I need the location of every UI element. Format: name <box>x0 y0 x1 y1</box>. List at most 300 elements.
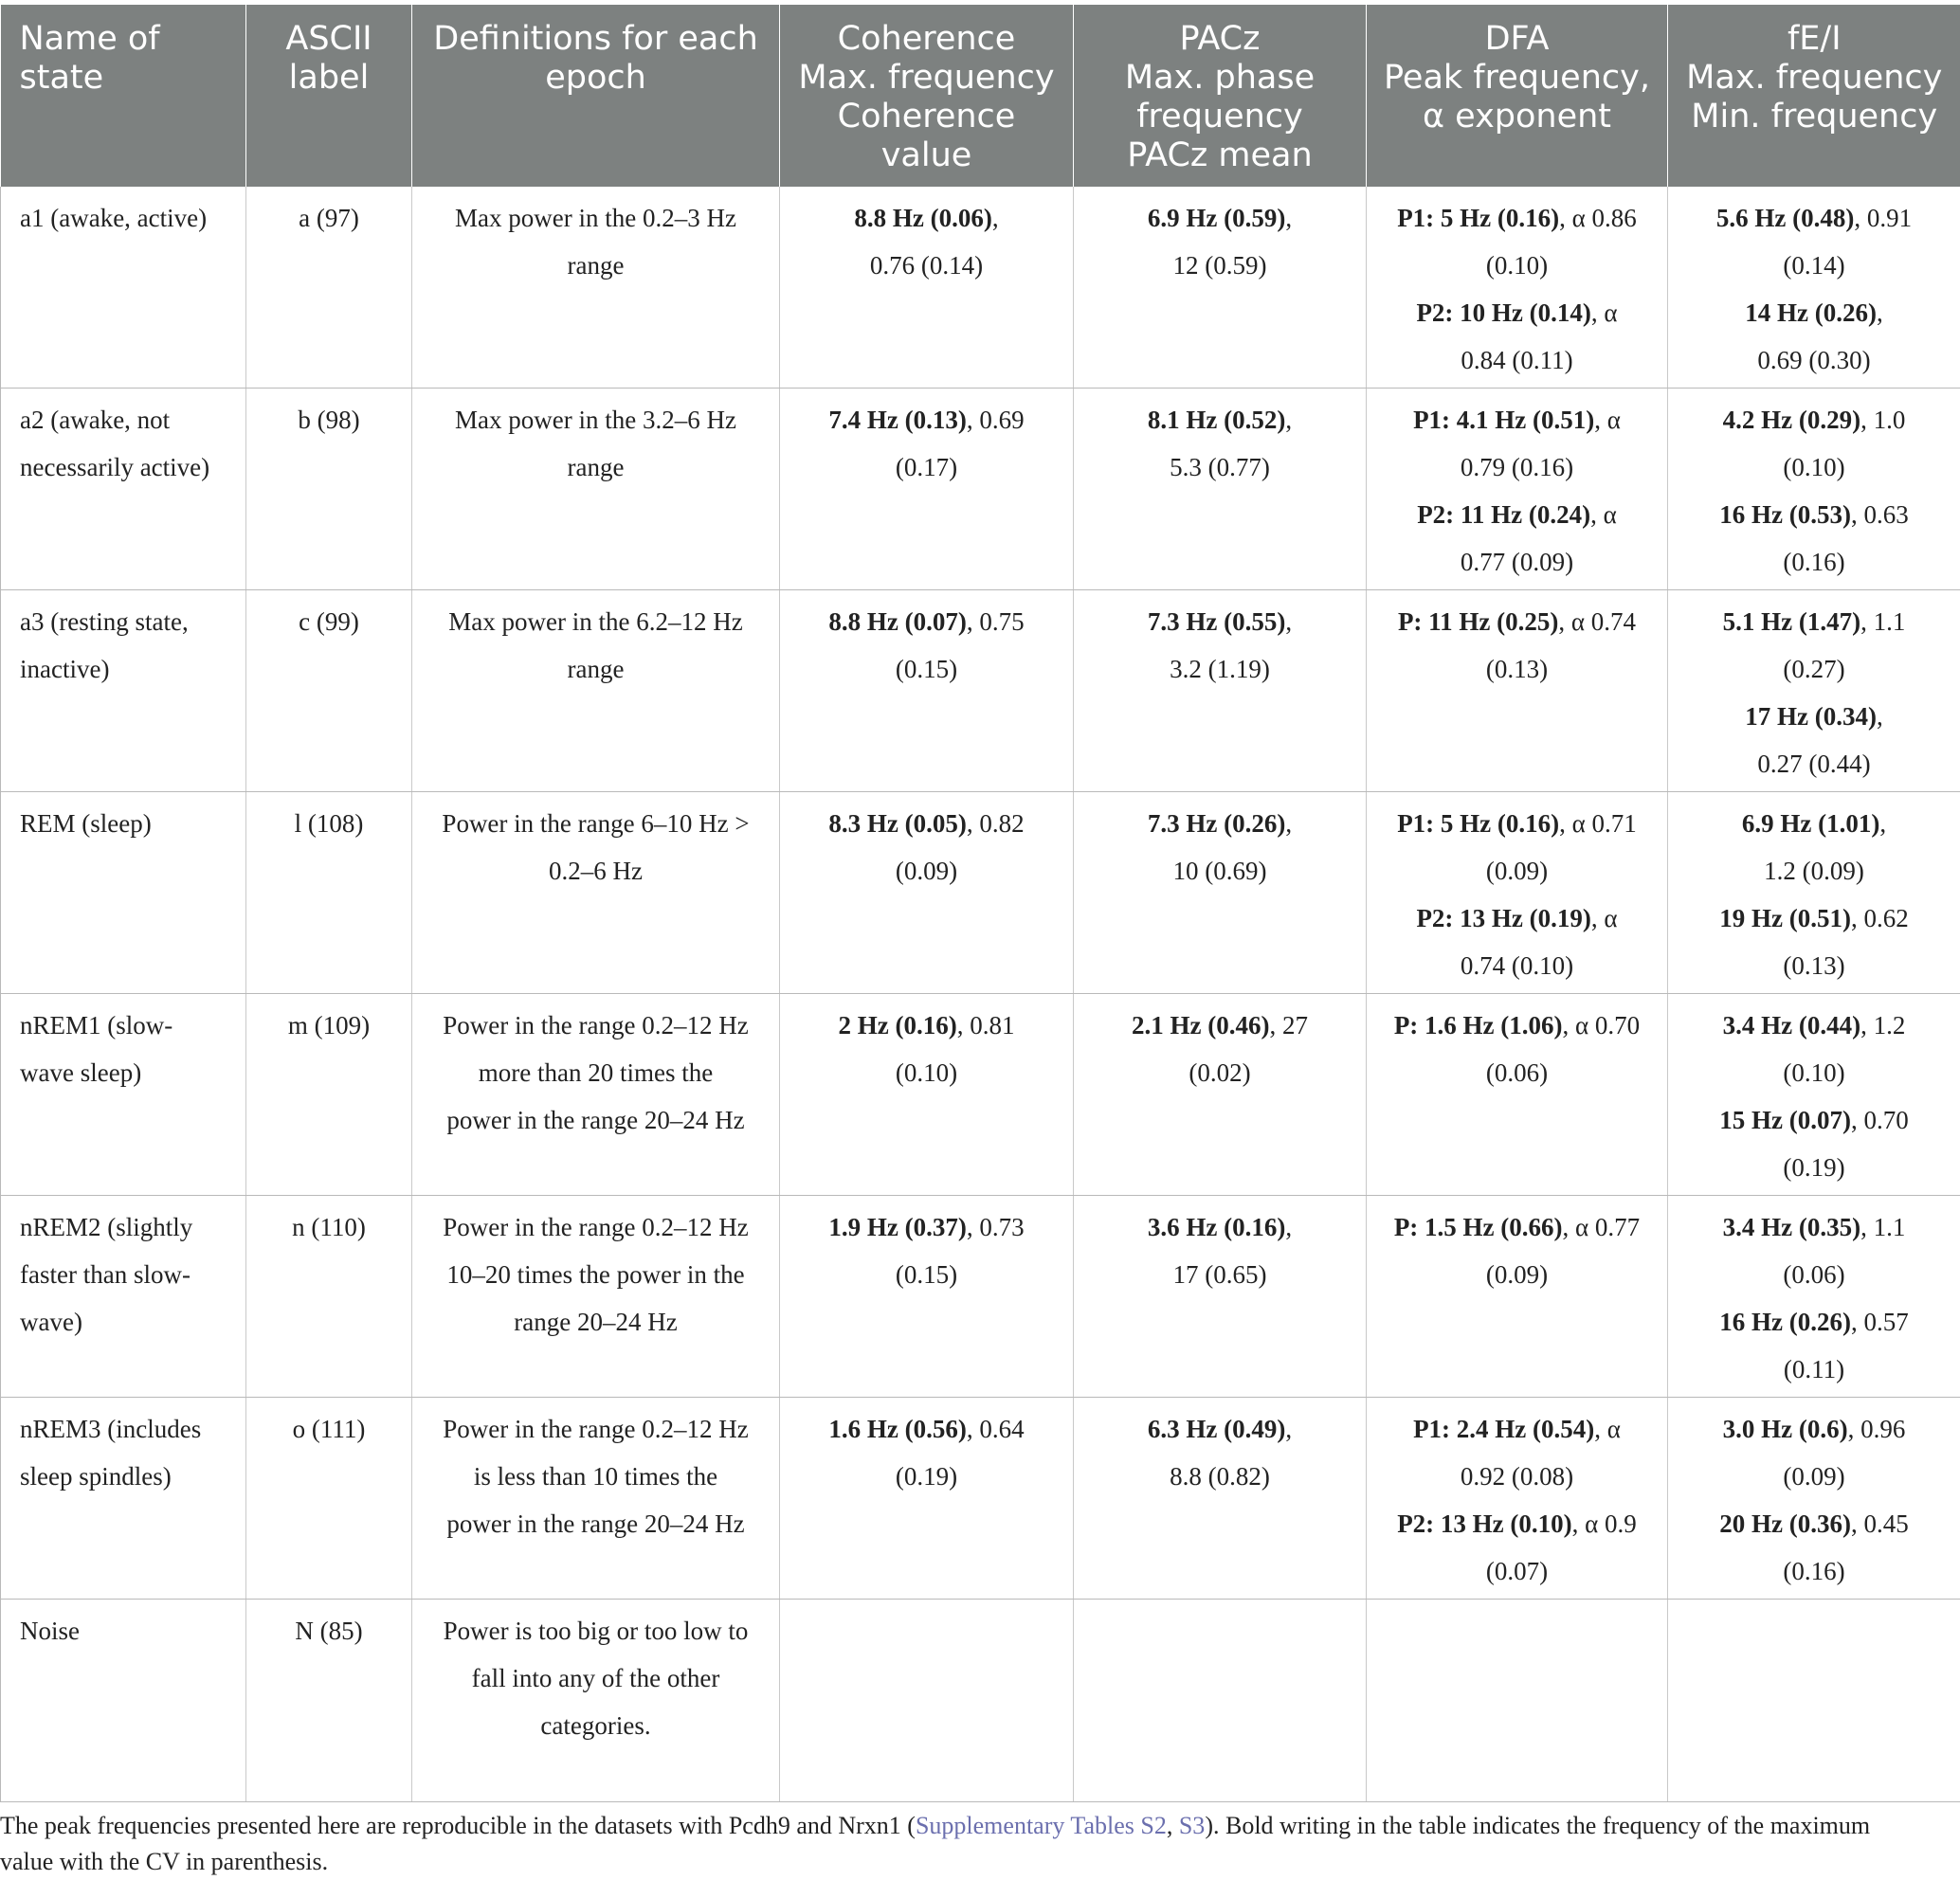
definition-line: range 20–24 Hz <box>422 1298 770 1346</box>
dfa-line <box>1376 194 1658 242</box>
cell-ascii <box>246 187 412 389</box>
value-text: 1.2 (0.09) <box>1764 857 1864 885</box>
fei-line <box>1678 443 1951 491</box>
footnote-text: The peak frequencies presented here are reproducible in the datasets with Pcdh9 and Nrxn1 ( <box>0 1812 916 1839</box>
value-text: (0.16) <box>1783 548 1844 576</box>
ascii-text: N (85) <box>295 1617 362 1645</box>
value-text: , α 0.71 <box>1559 809 1637 838</box>
value-text: 5.3 (0.77) <box>1170 453 1270 481</box>
cell-coherence <box>780 1398 1074 1600</box>
fei-line <box>1678 491 1951 538</box>
pacz-line <box>1083 847 1356 895</box>
coherence-line <box>789 598 1063 645</box>
pacz-line <box>1083 1251 1356 1298</box>
cell-coherence <box>780 1196 1074 1398</box>
fei-line <box>1678 740 1951 787</box>
value-text: (0.09) <box>1486 857 1548 885</box>
header-line: PACz mean <box>1081 136 1358 175</box>
peak-value: 1.6 Hz (0.56) <box>828 1415 966 1443</box>
cell-ascii <box>246 1600 412 1802</box>
definition-line: Power is too big or too low to <box>422 1607 770 1654</box>
value-text: 0.79 (0.16) <box>1461 453 1573 481</box>
header-pacz <box>1074 5 1367 187</box>
definition-line: power in the range 20–24 Hz <box>422 1500 770 1547</box>
definition-line: is less than 10 times the <box>422 1453 770 1500</box>
header-line: Definitions for each <box>420 20 771 59</box>
fei-line <box>1678 1203 1951 1251</box>
cell-definition <box>412 792 780 994</box>
header-line: DFA <box>1374 20 1660 59</box>
footnote-text: , <box>1167 1812 1179 1839</box>
value-text: , 0.64 <box>967 1415 1025 1443</box>
dfa-line <box>1376 538 1658 586</box>
definition-line: Power in the range 0.2–12 Hz <box>422 1405 770 1453</box>
coherence-line <box>789 847 1063 895</box>
name-line: Noise <box>20 1607 236 1654</box>
footnote-text: value with the CV in parenthesis. <box>0 1848 328 1875</box>
peak-value: P1: 2.4 Hz (0.54) <box>1413 1415 1594 1443</box>
cell-coherence <box>780 590 1074 792</box>
cell-pacz <box>1074 1600 1367 1802</box>
fei-line <box>1678 1298 1951 1346</box>
pacz-line <box>1083 1203 1356 1251</box>
table-row <box>1 590 1960 792</box>
fei-line <box>1678 1002 1951 1049</box>
peak-value: 5.1 Hz (1.47) <box>1723 607 1860 636</box>
table-footnote <box>0 1802 1952 1880</box>
coherence-line <box>789 1049 1063 1096</box>
peak-value: 5.6 Hz (0.48) <box>1716 204 1854 232</box>
value-text: (0.02) <box>1189 1058 1250 1087</box>
value-text: 0.77 (0.09) <box>1461 548 1573 576</box>
value-text: (0.10) <box>1783 1058 1844 1087</box>
header-line: frequency <box>1081 98 1358 136</box>
header-coherence <box>780 5 1074 187</box>
value-text: , 0.69 <box>967 406 1025 434</box>
peak-value: 8.8 Hz (0.07) <box>828 607 966 636</box>
coherence-line <box>789 1453 1063 1500</box>
peak-value: 14 Hz (0.26) <box>1745 298 1877 327</box>
definition-line: Power in the range 0.2–12 Hz <box>422 1203 770 1251</box>
coherence-line <box>789 242 1063 289</box>
value-text: , α 0.86 <box>1559 204 1637 232</box>
pacz-line <box>1083 598 1356 645</box>
name-line: necessarily active) <box>20 443 236 491</box>
pacz-line <box>1083 242 1356 289</box>
table-row <box>1 389 1960 590</box>
coherence-line <box>789 396 1063 443</box>
dfa-line <box>1376 1405 1658 1453</box>
fei-line <box>1678 1453 1951 1500</box>
dfa-line <box>1376 242 1658 289</box>
value-text: , <box>1877 298 1883 327</box>
value-text: , 0.82 <box>967 809 1025 838</box>
value-text: , 0.62 <box>1851 904 1909 932</box>
header-dfa <box>1367 5 1668 187</box>
value-text: , 0.63 <box>1851 500 1909 529</box>
fei-line <box>1678 289 1951 336</box>
peak-value: P: 1.6 Hz (1.06) <box>1394 1011 1563 1039</box>
value-text: , <box>1285 204 1292 232</box>
value-text: , <box>1285 1415 1292 1443</box>
definition-line: Max power in the 3.2–6 Hz <box>422 396 770 443</box>
dfa-line <box>1376 443 1658 491</box>
value-text: , <box>1879 809 1886 838</box>
fei-line <box>1678 1405 1951 1453</box>
dfa-line <box>1376 289 1658 336</box>
value-text: (0.13) <box>1783 951 1844 980</box>
header-line: epoch <box>420 59 771 98</box>
value-text: (0.13) <box>1486 655 1548 683</box>
name-line: nREM2 (slightly <box>20 1203 236 1251</box>
peak-value: 3.4 Hz (0.35) <box>1723 1213 1860 1241</box>
coherence-line <box>789 443 1063 491</box>
value-text: , <box>1285 607 1292 636</box>
dfa-line <box>1376 598 1658 645</box>
dfa-line <box>1376 1500 1658 1547</box>
name-line: nREM1 (slow- <box>20 1002 236 1049</box>
fei-line <box>1678 1096 1951 1144</box>
value-text: (0.09) <box>1486 1260 1548 1289</box>
fei-line <box>1678 1346 1951 1393</box>
table-header-row <box>1 5 1960 187</box>
value-text: (0.09) <box>896 857 957 885</box>
pacz-line <box>1083 1049 1356 1096</box>
value-text: (0.06) <box>1486 1058 1548 1087</box>
peak-value: 3.0 Hz (0.6) <box>1723 1415 1848 1443</box>
value-text: (0.19) <box>896 1462 957 1491</box>
cell-coherence <box>780 792 1074 994</box>
dfa-line <box>1376 645 1658 693</box>
cell-definition <box>412 1196 780 1398</box>
cell-definition <box>412 1600 780 1802</box>
table-body <box>1 187 1960 1802</box>
cell-fei <box>1668 389 1960 590</box>
header-fei <box>1668 5 1960 187</box>
definition-line: Max power in the 6.2–12 Hz <box>422 598 770 645</box>
peak-value: 17 Hz (0.34) <box>1745 702 1877 731</box>
fei-line <box>1678 336 1951 384</box>
peak-value: 2.1 Hz (0.46) <box>1132 1011 1269 1039</box>
header-line: Max. phase <box>1081 59 1358 98</box>
definition-line: 0.2–6 Hz <box>422 847 770 895</box>
cell-name <box>1 792 246 994</box>
ascii-text: a (97) <box>299 204 359 232</box>
dfa-line <box>1376 1049 1658 1096</box>
cell-ascii <box>246 1196 412 1398</box>
coherence-line <box>789 1002 1063 1049</box>
peak-value: 8.8 Hz (0.06) <box>854 204 991 232</box>
value-text: , α 0.74 <box>1558 607 1636 636</box>
pacz-line <box>1083 194 1356 242</box>
cell-coherence <box>780 187 1074 389</box>
cell-ascii <box>246 389 412 590</box>
definition-line: fall into any of the other <box>422 1654 770 1702</box>
coherence-line <box>789 1203 1063 1251</box>
dfa-line <box>1376 800 1658 847</box>
definition-line: Power in the range 0.2–12 Hz <box>422 1002 770 1049</box>
cell-pacz <box>1074 1196 1367 1398</box>
value-text: 3.2 (1.19) <box>1170 655 1270 683</box>
value-text: , α 0.77 <box>1563 1213 1641 1241</box>
cell-pacz <box>1074 187 1367 389</box>
sleep-state-table <box>0 5 1960 1802</box>
definition-line: 10–20 times the power in the <box>422 1251 770 1298</box>
fei-line <box>1678 1049 1951 1096</box>
cell-dfa <box>1367 792 1668 994</box>
value-text: (0.10) <box>1486 251 1548 280</box>
dfa-line <box>1376 895 1658 942</box>
peak-value: 7.4 Hz (0.13) <box>828 406 966 434</box>
fei-line <box>1678 645 1951 693</box>
cell-dfa <box>1367 590 1668 792</box>
header-line: fE/I <box>1676 20 1953 59</box>
header-line: Max. frequency <box>788 59 1065 98</box>
cell-ascii <box>246 994 412 1196</box>
value-text: , <box>1285 1213 1292 1241</box>
peak-value: P1: 4.1 Hz (0.51) <box>1413 406 1594 434</box>
name-line: nREM3 (includes <box>20 1405 236 1453</box>
header-ascii-label <box>246 5 412 187</box>
value-text: 0.92 (0.08) <box>1461 1462 1573 1491</box>
ascii-text: o (111) <box>293 1415 366 1443</box>
definition-line: categories. <box>422 1702 770 1749</box>
dfa-line <box>1376 1453 1658 1500</box>
value-text: (0.16) <box>1783 1557 1844 1585</box>
cell-coherence <box>780 994 1074 1196</box>
name-line: inactive) <box>20 645 236 693</box>
definition-line: more than 20 times the <box>422 1049 770 1096</box>
cell-fei <box>1668 187 1960 389</box>
cell-fei <box>1668 1196 1960 1398</box>
header-line: Name of <box>20 20 239 59</box>
value-text: 0.69 (0.30) <box>1757 346 1870 374</box>
header-line: PACz <box>1081 20 1358 59</box>
value-text: (0.19) <box>1783 1153 1844 1182</box>
cell-dfa <box>1367 389 1668 590</box>
dfa-line <box>1376 1203 1658 1251</box>
fei-line <box>1678 1251 1951 1298</box>
name-line: a3 (resting state, <box>20 598 236 645</box>
cell-name <box>1 187 246 389</box>
definition-line: Max power in the 0.2–3 Hz <box>422 194 770 242</box>
fei-line <box>1678 942 1951 989</box>
value-text: , <box>1877 702 1883 731</box>
value-text: (0.27) <box>1783 655 1844 683</box>
cell-fei <box>1668 590 1960 792</box>
peak-value: P: 1.5 Hz (0.66) <box>1394 1213 1563 1241</box>
value-text: (0.14) <box>1783 251 1844 280</box>
pacz-line <box>1083 645 1356 693</box>
dfa-line <box>1376 1547 1658 1595</box>
cell-pacz <box>1074 389 1367 590</box>
definition-line: power in the range 20–24 Hz <box>422 1096 770 1144</box>
peak-value: 20 Hz (0.36) <box>1719 1509 1851 1538</box>
value-text: 0.27 (0.44) <box>1757 750 1870 778</box>
value-text: 10 (0.69) <box>1173 857 1267 885</box>
coherence-line <box>789 800 1063 847</box>
header-line: Max. frequency <box>1676 59 1953 98</box>
cell-definition <box>412 389 780 590</box>
peak-value: P1: 5 Hz (0.16) <box>1397 204 1559 232</box>
fei-line <box>1678 800 1951 847</box>
pacz-line <box>1083 396 1356 443</box>
cell-dfa <box>1367 187 1668 389</box>
value-text: , α <box>1591 904 1618 932</box>
cell-dfa <box>1367 1398 1668 1600</box>
peak-value: P2: 13 Hz (0.10) <box>1397 1509 1571 1538</box>
value-text: (0.15) <box>896 655 957 683</box>
definition-line: range <box>422 645 770 693</box>
value-text: , 0.70 <box>1851 1106 1909 1134</box>
value-text: (0.06) <box>1783 1260 1844 1289</box>
header-name-of-state <box>1 5 246 187</box>
value-text: 0.84 (0.11) <box>1461 346 1572 374</box>
cell-name <box>1 994 246 1196</box>
value-text: , 0.91 <box>1854 204 1912 232</box>
header-line: Coherence <box>788 20 1065 59</box>
peak-value: 7.3 Hz (0.55) <box>1148 607 1285 636</box>
cell-coherence <box>780 1600 1074 1802</box>
cell-dfa <box>1367 1196 1668 1398</box>
value-text: (0.07) <box>1486 1557 1548 1585</box>
definition-line: range <box>422 242 770 289</box>
value-text: , 0.75 <box>967 607 1025 636</box>
cell-ascii <box>246 1398 412 1600</box>
value-text: , 1.1 <box>1860 607 1905 636</box>
peak-value: 3.6 Hz (0.16) <box>1148 1213 1285 1241</box>
cell-definition <box>412 187 780 389</box>
value-text: , 1.1 <box>1860 1213 1905 1241</box>
peak-value: 19 Hz (0.51) <box>1719 904 1851 932</box>
table-row <box>1 792 1960 994</box>
value-text: , 0.96 <box>1848 1415 1906 1443</box>
cell-fei <box>1668 994 1960 1196</box>
value-text: , 0.81 <box>957 1011 1015 1039</box>
value-text: , <box>1285 406 1292 434</box>
peak-value: 6.9 Hz (1.01) <box>1742 809 1879 838</box>
cell-ascii <box>246 792 412 994</box>
peak-value: P1: 5 Hz (0.16) <box>1397 809 1559 838</box>
peak-value: 1.9 Hz (0.37) <box>828 1213 966 1241</box>
value-text: , 0.73 <box>967 1213 1025 1241</box>
header-line: value <box>788 136 1065 175</box>
cell-coherence <box>780 389 1074 590</box>
dfa-line <box>1376 336 1658 384</box>
header-line: state <box>20 59 239 98</box>
value-text: , 27 <box>1269 1011 1308 1039</box>
value-text: (0.15) <box>896 1260 957 1289</box>
coherence-line <box>789 194 1063 242</box>
value-text: , α 0.70 <box>1563 1011 1641 1039</box>
peak-value: P2: 13 Hz (0.19) <box>1416 904 1590 932</box>
ascii-text: n (110) <box>292 1213 366 1241</box>
value-text: (0.10) <box>896 1058 957 1087</box>
name-line: faster than slow- <box>20 1251 236 1298</box>
value-text: , <box>1285 809 1292 838</box>
table-row <box>1 1196 1960 1398</box>
fei-line <box>1678 847 1951 895</box>
header-line: α exponent <box>1374 98 1660 136</box>
ascii-text: l (108) <box>295 809 364 838</box>
header-line: Peak frequency, <box>1374 59 1660 98</box>
name-line: REM (sleep) <box>20 800 236 847</box>
cell-name <box>1 1398 246 1600</box>
pacz-line <box>1083 1002 1356 1049</box>
cell-name <box>1 590 246 792</box>
cell-pacz <box>1074 590 1367 792</box>
peak-value: 6.3 Hz (0.49) <box>1148 1415 1285 1443</box>
pacz-line <box>1083 443 1356 491</box>
cell-fei <box>1668 1398 1960 1600</box>
peak-value: 7.3 Hz (0.26) <box>1148 809 1285 838</box>
dfa-line <box>1376 491 1658 538</box>
value-text: , α <box>1594 1415 1621 1443</box>
cell-definition <box>412 994 780 1196</box>
cell-pacz <box>1074 994 1367 1196</box>
fei-line <box>1678 1144 1951 1191</box>
fei-line <box>1678 242 1951 289</box>
definition-line: range <box>422 443 770 491</box>
cell-name <box>1 1196 246 1398</box>
supplementary-link[interactable]: Supplementary Tables S2 <box>916 1812 1167 1839</box>
name-line: sleep spindles) <box>20 1453 236 1500</box>
cell-definition <box>412 1398 780 1600</box>
fei-line <box>1678 693 1951 740</box>
peak-value: 16 Hz (0.53) <box>1719 500 1851 529</box>
value-text: , 1.0 <box>1860 406 1905 434</box>
cell-dfa <box>1367 994 1668 1196</box>
dfa-line <box>1376 847 1658 895</box>
header-definitions <box>412 5 780 187</box>
cell-name <box>1 389 246 590</box>
name-line: wave) <box>20 1298 236 1346</box>
peak-value: 3.4 Hz (0.44) <box>1723 1011 1860 1039</box>
coherence-line <box>789 1251 1063 1298</box>
value-text: 0.74 (0.10) <box>1461 951 1573 980</box>
value-text: , 0.57 <box>1851 1308 1909 1336</box>
fei-line <box>1678 396 1951 443</box>
name-line: a2 (awake, not <box>20 396 236 443</box>
value-text: , α 0.9 <box>1572 1509 1637 1538</box>
name-line: a1 (awake, active) <box>20 194 236 242</box>
peak-value: 2 Hz (0.16) <box>839 1011 957 1039</box>
value-text: , <box>992 204 999 232</box>
value-text: , 0.45 <box>1851 1509 1909 1538</box>
footnote-text: ). Bold writing in the table indicates the frequency of the maximum <box>1205 1812 1870 1839</box>
fei-line <box>1678 538 1951 586</box>
table-row <box>1 1600 1960 1802</box>
dfa-line <box>1376 396 1658 443</box>
peak-value: P: 11 Hz (0.25) <box>1398 607 1558 636</box>
cell-name <box>1 1600 246 1802</box>
header-line: ASCII <box>254 20 404 59</box>
value-text: 8.8 (0.82) <box>1170 1462 1270 1491</box>
value-text: 12 (0.59) <box>1173 251 1267 280</box>
fei-line <box>1678 895 1951 942</box>
value-text: , 1.2 <box>1860 1011 1905 1039</box>
cell-pacz <box>1074 1398 1367 1600</box>
ascii-text: c (99) <box>299 607 359 636</box>
fei-line <box>1678 1500 1951 1547</box>
dfa-line <box>1376 1251 1658 1298</box>
pacz-line <box>1083 800 1356 847</box>
cell-dfa <box>1367 1600 1668 1802</box>
value-text: (0.11) <box>1784 1355 1844 1383</box>
value-text: (0.10) <box>1783 453 1844 481</box>
ascii-text: b (98) <box>298 406 359 434</box>
supplementary-link[interactable]: S3 <box>1179 1812 1205 1839</box>
